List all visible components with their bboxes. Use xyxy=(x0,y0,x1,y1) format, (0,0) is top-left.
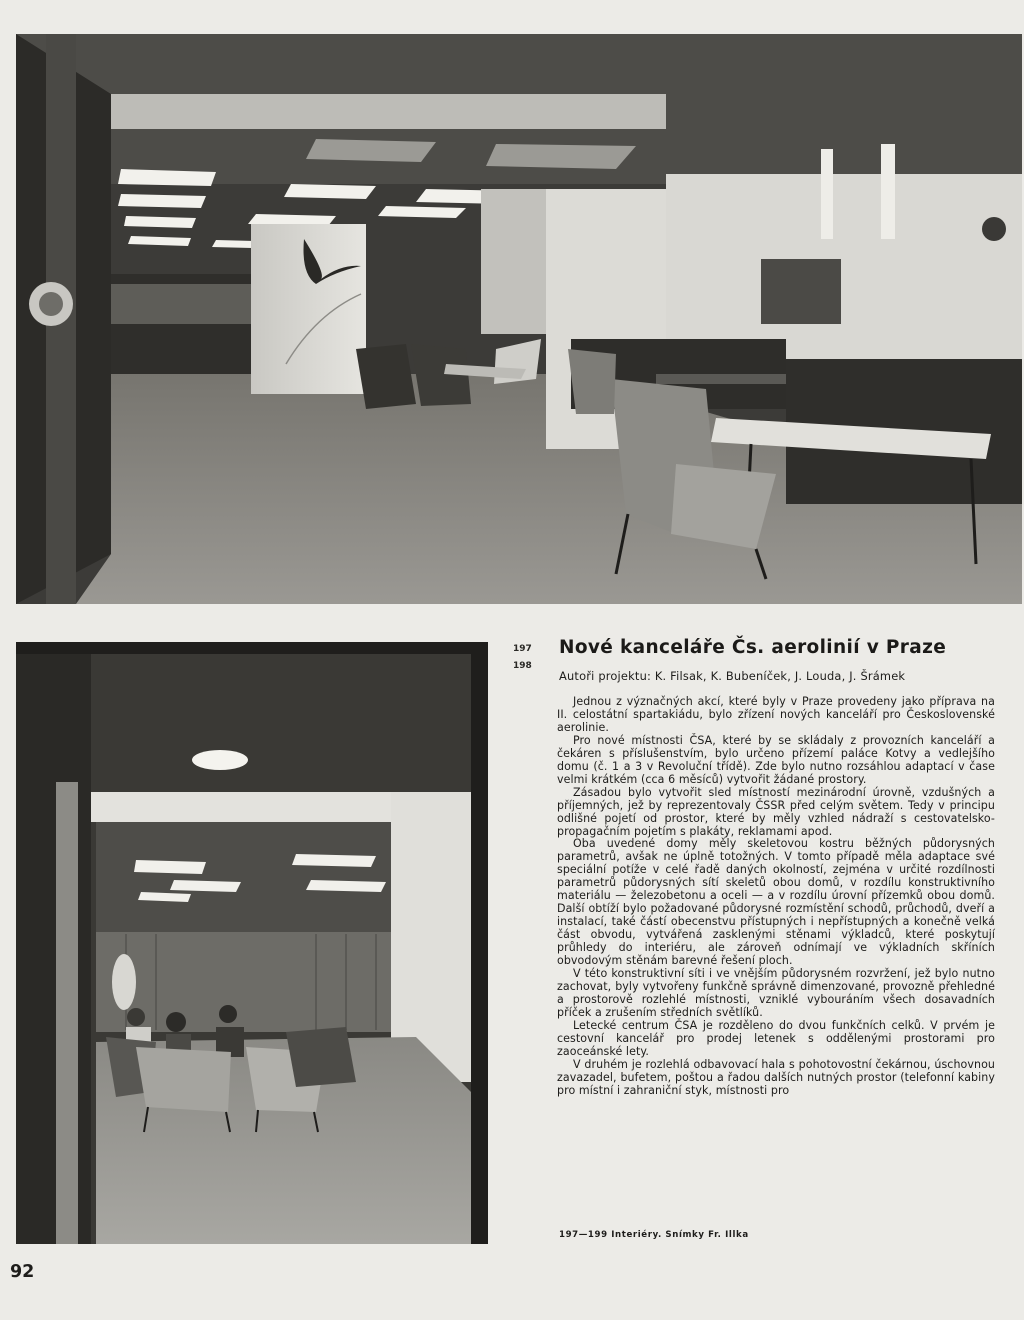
photo-caption: 197—199 Interiéry. Snímky Fr. Illka xyxy=(559,1230,749,1240)
article-body xyxy=(557,696,995,1098)
figure-numbers xyxy=(513,641,532,675)
paragraph: Oba uvedené domy měly skeletovou kostru běžných půdorysných parametrů, avšak ne úplně totožných. V tomto případě měla adaptace své speciální potíže v celé řadě daných okolností, zejména v určité rozdílnosti parametrů půdorysných sítí skeletů obou domů, v rozdílu konstruktivního materiálu — železobetonu a oceli — a v rozdílu úrovní přízemků obou domů. Další obtíží bylo požadované půdorysné rozmístění schodů, průchodů, dveří a instalací, také částí obecenstvu přístupných i nepřístupných a konečně velká část obvodu, vytvářená zasklenými stěnami výkladců, které poskytují průhledy do interiéru, ale zároveň odnímají ve výkladních skříních obvodovým stěnám barevné řešení ploch. xyxy=(557,837,995,968)
page-number: 92 xyxy=(10,1262,35,1282)
paragraph: V druhém je rozlehlá odbavovací hala s pohotovostní čekárnou, úschovnou zavazadel, bufetem, poštou a řadou dalších nutných prostor (telefonní kabiny pro místní i zahraniční styk, místnosti pro xyxy=(557,1057,995,1097)
paragraph: Letecké centrum ČSA je rozděleno do dvou funkčních celků. V prvém je cestovní kancelář pro prodej letenek s oddělenými prostorami pro zaoceánské lety. xyxy=(557,1018,995,1058)
photo-198-waiting-lounge xyxy=(16,642,488,1244)
article-title: Nové kanceláře Čs. aerolinií v Praze xyxy=(559,637,947,658)
photo-197-interior-hall xyxy=(16,34,1022,604)
paragraph: Jednou z význačných akcí, které byly v Praze provedeny jako příprava na II. celostátní spartakiádu, bylo zřízení nových kanceláří pro Československé aerolinie. xyxy=(557,695,995,734)
article-authors: Autoři projektu: K. Filsak, K. Bubeníček, J. Louda, J. Šrámek xyxy=(559,669,906,683)
paragraph: Zásadou bylo vytvořit sled místností mezinárodní úrovně, vzdušných a příjemných, jež by reprezentovaly ČSSR před celým světem. Tedy v principu odlišné pojetí od prostor, které by měly vzhled nádraží s cestovatelsko-propagačním pojetím s plakáty, reklamami apod. xyxy=(557,785,995,838)
paragraph: V této konstruktivní síti i ve vnějším půdorysném rozvržení, jež bylo nutno zachovat, byly vytvořeny funkčně správně dimenzované, provozně přehledné a prostorově rozlehlé místnosti, vzniklé vybouráním všech dosavadních příček a zrušením středních světlíků. xyxy=(557,967,995,1019)
figure-number-197: 197 xyxy=(513,644,532,654)
paragraph: Pro nové místnosti ČSA, které by se skládaly z provozních kanceláří a čekáren s příslušenstvím, bylo určeno přízemí paláce Kotvy a vedlejšího domu (č. 1 a 3 v Revoluční třídě). Zde bylo nutno rozsáhlou adaptací v čase velmi krátkém (cca 6 měsíců) vytvořit žádané prostory. xyxy=(557,733,995,786)
figure-number-198: 198 xyxy=(513,661,532,671)
